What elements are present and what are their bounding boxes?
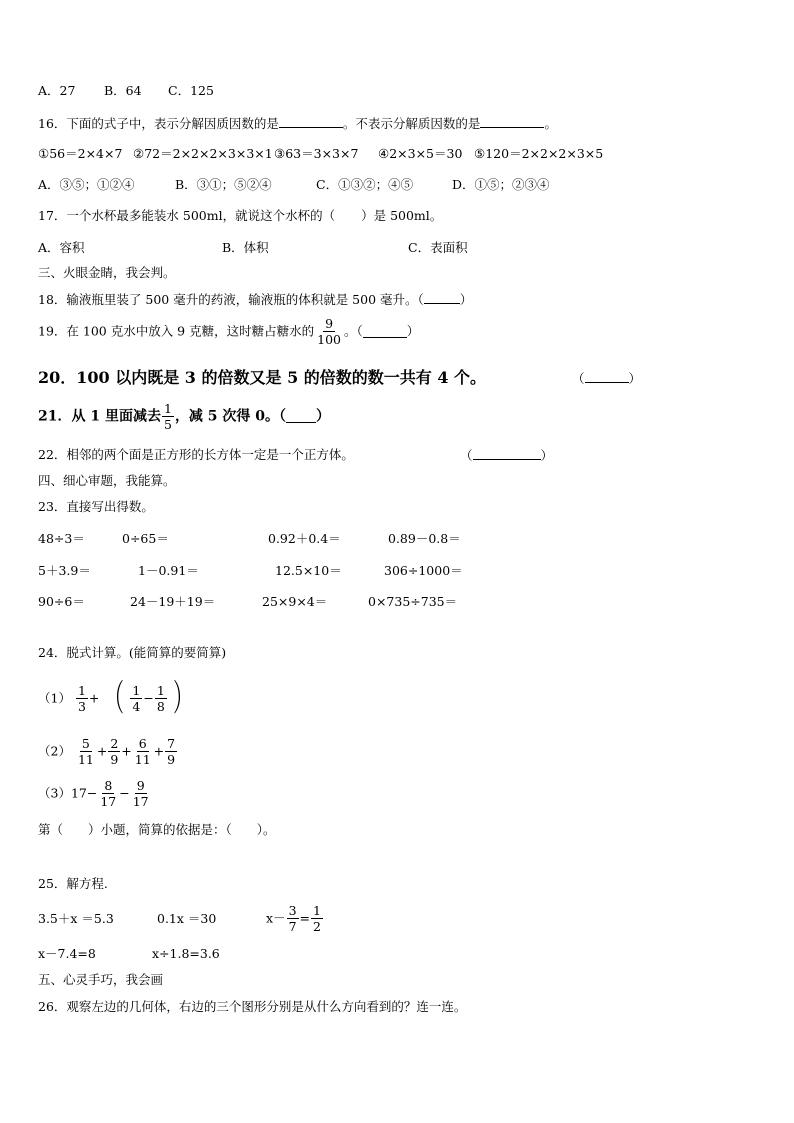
q20-answer [572,370,641,387]
q24-e2-frac-d [165,736,177,767]
q24-e3-frac-b-den: 17 [132,794,149,809]
q20-text: 20．100 以内既是 3 的倍数又是 5 的倍数的数一共有 4 个。 [38,368,487,387]
q16-blank-1[interactable] [279,115,343,128]
q24-e3-frac-b-num: 9 [136,778,145,793]
q19-text: 19．在 100 克水中放入 9 克糖，这时糖占糖水的 [38,323,315,339]
q23-stem: 23．直接写出得数。 [38,499,154,514]
q25-equation-4: x－7.4=8 [38,946,96,961]
q24-e2-plus: + [96,743,108,759]
q21-tail: ，减 5 次得 0。（ [174,408,287,425]
q19-fraction [315,316,343,347]
q18-blank[interactable] [424,291,460,304]
q23-item: 90÷6＝ [38,594,85,609]
q24-e2-frac-b [108,736,120,767]
q21-frac-num: 1 [163,401,172,416]
q15-option-a: A．27 [38,83,76,98]
q19-tail: 。（ [343,323,363,339]
q24-e2-frac-a [76,736,96,767]
q24-e1-minus: − [143,690,154,706]
q24-label-1: （1） [38,690,71,706]
q25-equation-5: x÷1.8=3.6 [152,946,220,961]
q17-option-a: A．容积 [38,240,85,255]
q23-item: 1－0.91＝ [138,563,199,578]
q24-e1-close-paren: ） [172,677,193,719]
q18 [38,291,472,308]
q16-stem [38,115,557,132]
q24-e2-plus: + [153,743,165,759]
q25-eq3-frac-b [311,903,323,934]
q17-option-b: B．体积 [222,240,269,255]
q25-eq3-frac-a-num: 3 [288,903,297,918]
q24-e3-lead: 17 [70,785,87,801]
q19 [38,316,419,347]
q21-frac-den: 5 [163,417,172,432]
q24-label-3: （3） [38,785,71,801]
q20-open-paren: （ [572,371,585,386]
q25-eq3-frac-a [287,903,299,934]
q24-e3-minus: − [119,785,130,801]
section-5-heading: 五、心灵手巧，我会画 [38,972,164,987]
q22-open-paren: （ [460,448,473,463]
q24-e1-frac-a-den: 3 [77,699,86,714]
q24-e2-frac-a-num: 5 [81,736,90,751]
q26-stem: 26．观察左边的几何体，右边的三个图形分别是从什么方向看到的？连一连。 [38,999,467,1014]
q24-e1-open-paren: （ [104,677,125,719]
q23-item: 5＋3.9＝ [38,563,91,578]
q24-e1-frac-a [76,683,88,714]
q24-e3-frac-a-den: 17 [100,794,117,809]
q25-equation-2: 0.1x ＝30 [157,911,217,926]
q23-item: 0.89－0.8＝ [388,531,461,546]
q17-stem-part-b: ）是 500ml。 [361,208,443,223]
q21-fraction [162,401,174,432]
q24-e1-plus: + [88,690,100,706]
q25-equation-3 [266,900,324,937]
q24-e3-frac-a-num: 8 [104,778,113,793]
q18-close-paren: ） [459,292,473,307]
q24-e1-frac-c-den: 8 [156,699,165,714]
q25-eq3-frac-b-den: 2 [313,919,321,934]
q19-blank[interactable] [363,325,407,338]
q24-e1-frac-c [155,683,167,714]
q24-e2-frac-b-den: 9 [110,752,119,767]
q23-item: 25×9×4＝ [262,594,328,609]
q16-option-c: C．①③②；④⑤ [316,177,414,192]
section-4-heading: 四、细心审题，我能算。 [38,473,176,488]
q16-stem-part-b: 。不表示分解质因数的是 [342,116,481,131]
q25-eq3-lead: x－ [266,910,286,926]
q23-item: 24－19＋19＝ [130,594,216,609]
q24-e2-frac-c-den: 11 [134,752,151,767]
q23-item: 48÷3＝ [38,531,85,546]
q23-item: 0÷65＝ [122,531,169,546]
q24-e1-frac-b-num: 1 [132,683,141,698]
q24-e3-minus: − [86,785,98,801]
q24-e2-frac-c-num: 6 [138,736,147,751]
q16-item-4: ④2×3×5＝30 [378,146,463,161]
q17-stem [38,208,442,224]
q25-stem: 25．解方程. [38,876,108,891]
q22-answer [460,447,553,464]
q24-e3-frac-a [98,778,118,809]
q23-item: 12.5×10＝ [275,563,342,578]
q25-eq3-frac-b-num: 1 [313,903,321,918]
q18-text: 18．输液瓶里装了 500 毫升的药液，输液瓶的体积就是 500 毫升。（ [38,292,424,307]
q16-item-3: ③63＝3×3×7 [274,146,359,161]
q24-e2-frac-d-num: 7 [167,736,176,751]
q23-item: 0×735÷735＝ [368,594,458,609]
q25-equation-1: 3.5＋x ＝5.3 [38,911,114,926]
q20-blank[interactable] [585,370,629,383]
q15-option-c: C．125 [168,83,214,98]
q16-item-1: ①56＝2×4×7 [38,146,123,161]
q22-text: 22．相邻的两个面是正方形的长方体一定是一个正方体。 [38,447,354,462]
q24-e1-frac-b-den: 4 [132,699,141,714]
q24-note: 第（ ）小题，简算的依据是：（ ）。 [38,822,276,837]
q24-e3-frac-b [131,778,151,809]
q16-option-b: B．③①；⑤②④ [175,177,272,192]
q24-label-2: （2） [38,743,71,759]
q19-frac-num: 9 [325,316,334,331]
q16-option-a: A．③⑤；①②④ [38,177,135,192]
q24-e2-frac-a-den: 11 [77,752,94,767]
q15-option-b: B．64 [104,83,142,98]
q17-stem-part-a: 17．一个水杯最多能装水 500ml，就说这个水杯的（ [38,208,336,223]
q21 [38,401,330,432]
q16-stem-end: 。 [544,116,557,131]
q24-e2-frac-d-den: 9 [167,752,176,767]
q23-item: 0.92＋0.4＝ [268,531,341,546]
q24-expr-1 [38,677,198,719]
q24-e1-frac-a-num: 1 [77,683,86,698]
q24-e2-frac-b-num: 2 [110,736,119,751]
q24-e2-plus: + [121,743,132,759]
q24-expr-3 [38,775,152,812]
q24-e2-frac-c [133,736,153,767]
section-3-heading: 三、火眼金睛，我会判。 [38,265,176,280]
q19-frac-den: 100 [317,332,341,347]
q24-stem: 24．脱式计算。(能简算的要简算) [38,645,227,660]
q21-close-paren: ） [316,408,331,425]
q24-expr-2 [38,733,178,770]
q23-item: 306÷1000＝ [384,563,463,578]
q17-option-c: C．表面积 [408,240,468,255]
q22-blank[interactable] [473,447,541,460]
q20-close-paren: ） [628,371,642,386]
q22-close-paren: ） [540,448,554,463]
q16-option-d: D．①⑤；②③④ [452,177,550,192]
q24-e1-frac-c-num: 1 [156,683,165,698]
q19-close-paren: ） [406,323,420,339]
q25-eq3-equals: = [299,910,310,926]
q16-item-2: ②72＝2×2×2×3×3×1 [133,146,273,161]
q21-text: 21．从 1 里面减去 [38,408,161,425]
q16-item-5: ⑤120＝2×2×2×3×5 [474,146,604,161]
q25-eq3-frac-a-den: 7 [288,919,297,934]
q21-blank[interactable] [286,410,316,423]
q16-blank-2[interactable] [480,115,544,128]
q16-stem-part-a: 16．下面的式子中，表示分解因质因数的是 [38,116,279,131]
q24-e1-frac-b [130,683,142,714]
